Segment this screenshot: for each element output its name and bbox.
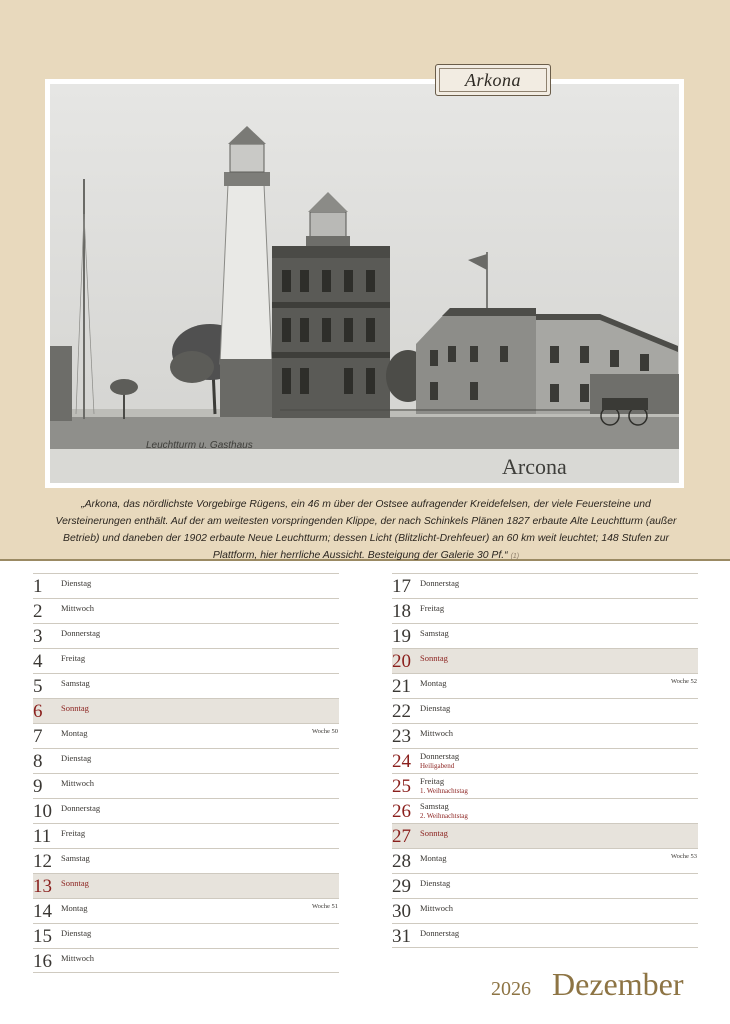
weekday-label: Mittwoch <box>61 953 95 963</box>
calendar-day-row <box>392 823 698 848</box>
day-number: 12 <box>33 851 52 872</box>
calendar-day-row <box>392 573 698 598</box>
calendar-day-row <box>33 673 339 698</box>
weekday-label: Dienstag <box>61 578 92 588</box>
calendar-day-row <box>33 873 339 898</box>
calendar-day-row <box>392 898 698 923</box>
day-number: 11 <box>33 826 52 847</box>
weekday-label: Donnerstag <box>420 928 460 938</box>
day-number: 28 <box>392 851 411 872</box>
day-number: 31 <box>392 926 411 947</box>
holiday-label: Heiligabend <box>420 762 455 770</box>
calendar-column-right <box>392 573 698 948</box>
calendar-day-row <box>392 923 698 948</box>
day-number: 3 <box>33 626 43 647</box>
day-number: 22 <box>392 701 411 722</box>
calendar-day-row <box>33 648 339 673</box>
weekday-label: Sonntag <box>61 878 89 888</box>
photo-description <box>42 496 690 565</box>
calendar-day-row <box>392 798 698 823</box>
day-number: 5 <box>33 676 43 697</box>
weekday-label: Freitag <box>61 653 86 663</box>
weekday-label: Freitag <box>420 776 445 786</box>
day-number: 10 <box>33 801 52 822</box>
weekday-label: Dienstag <box>61 928 92 938</box>
calendar-day-row <box>33 698 339 723</box>
weekday-label: Dienstag <box>61 753 92 763</box>
week-number: Woche 53 <box>670 853 697 860</box>
calendar-day-row <box>33 823 339 848</box>
week-number: Woche 50 <box>311 728 338 735</box>
calendar-day-row <box>33 723 339 748</box>
weekday-label: Montag <box>61 903 88 913</box>
day-number: 26 <box>392 801 411 822</box>
holiday-label: 1. Weihnachtstag <box>420 787 468 795</box>
week-number: Woche 51 <box>311 903 338 910</box>
day-number: 4 <box>33 651 43 672</box>
weekday-label: Mittwoch <box>61 603 95 613</box>
calendar-month: Dezember <box>552 966 684 1002</box>
weekday-label: Sonntag <box>420 828 448 838</box>
day-number: 21 <box>392 676 411 697</box>
calendar-column-left <box>33 573 339 973</box>
day-number: 20 <box>392 651 411 672</box>
weekday-label: Dienstag <box>420 878 451 888</box>
calendar-day-row <box>392 723 698 748</box>
weekday-label: Samstag <box>61 853 90 863</box>
calendar-day-row <box>33 948 339 973</box>
calendar-day-row <box>33 623 339 648</box>
calendar-day-row <box>33 773 339 798</box>
calendar-day-row <box>392 748 698 773</box>
day-number: 24 <box>392 751 411 772</box>
day-number: 29 <box>392 876 411 897</box>
calendar-day-row <box>33 748 339 773</box>
calendar-day-row <box>392 848 698 873</box>
calendar-day-row <box>33 898 339 923</box>
calendar-year: 2026 <box>491 978 531 1000</box>
day-number: 16 <box>33 951 52 972</box>
calendar-day-row <box>392 673 698 698</box>
weekday-label: Freitag <box>61 828 86 838</box>
day-number: 30 <box>392 901 411 922</box>
weekday-label: Dienstag <box>420 703 451 713</box>
weekday-label: Montag <box>61 728 88 738</box>
holiday-label: 2. Weihnachtstag <box>420 812 468 820</box>
weekday-label: Mittwoch <box>61 778 95 788</box>
title-plate <box>435 64 551 96</box>
weekday-label: Samstag <box>420 801 449 811</box>
weekday-label: Donnerstag <box>61 803 101 813</box>
day-number: 27 <box>392 826 411 847</box>
weekday-label: Montag <box>420 678 447 688</box>
day-number: 1 <box>33 576 43 597</box>
day-number: 15 <box>33 926 52 947</box>
week-number: Woche 52 <box>670 678 697 685</box>
day-number: 19 <box>392 626 411 647</box>
calendar-day-row <box>33 923 339 948</box>
weekday-label: Donnerstag <box>420 578 460 588</box>
source-note: (1) <box>510 553 520 560</box>
lighthouse-photo <box>50 84 679 483</box>
weekday-label: Samstag <box>420 628 449 638</box>
day-number: 17 <box>392 576 411 597</box>
weekday-label: Donnerstag <box>61 628 101 638</box>
calendar-day-row <box>33 798 339 823</box>
weekday-label: Montag <box>420 853 447 863</box>
calendar-day-row <box>33 848 339 873</box>
day-number: 13 <box>33 876 52 897</box>
day-number: 8 <box>33 751 43 772</box>
photo-caption-right: Arcona <box>502 454 567 479</box>
calendar-day-row <box>392 873 698 898</box>
weekday-label: Sonntag <box>61 703 89 713</box>
day-number: 2 <box>33 601 43 622</box>
day-number: 7 <box>33 726 43 747</box>
calendar-day-row <box>33 598 339 623</box>
calendar-day-row <box>33 573 339 598</box>
photo-caption-left: Leuchtturm u. Gasthaus <box>146 440 253 451</box>
calendar-day-row <box>392 623 698 648</box>
calendar-day-row <box>392 773 698 798</box>
day-number: 25 <box>392 776 411 797</box>
weekday-label: Donnerstag <box>420 751 460 761</box>
description-text: „Arkona, das nördlichste Vorgebirge Rügens, ein 46 m über der Ostsee aufragender Kreidefelsen, der viele Feuersteine und Versteinerungen enthält. Auf der am weitesten vorspringenden Klippe, der nach Schinkels Plänen 1827 erbaute Alte Leuchtturm (außer Betrieb) und daneben der 1902 erbaute Neue Leuchtturm; dessen Licht (Blitzlicht-Drehfeuer) an 60 km weit leuchtet; 148 Stufen zur Plattform, hier herrliche Aussicht. Besteigung der Galerie 30 Pf.“ <box>55 499 677 561</box>
day-number: 9 <box>33 776 43 797</box>
calendar-day-row <box>392 698 698 723</box>
calendar-day-row <box>392 648 698 673</box>
calendar-day-row <box>392 598 698 623</box>
weekday-label: Samstag <box>61 678 90 688</box>
page-title: Arkona <box>465 70 521 90</box>
day-number: 23 <box>392 726 411 747</box>
weekday-label: Freitag <box>420 603 445 613</box>
weekday-label: Sonntag <box>420 653 448 663</box>
day-number: 14 <box>33 901 52 922</box>
weekday-label: Mittwoch <box>420 728 454 738</box>
day-number: 18 <box>392 601 411 622</box>
day-number: 6 <box>33 701 43 722</box>
weekday-label: Mittwoch <box>420 903 454 913</box>
